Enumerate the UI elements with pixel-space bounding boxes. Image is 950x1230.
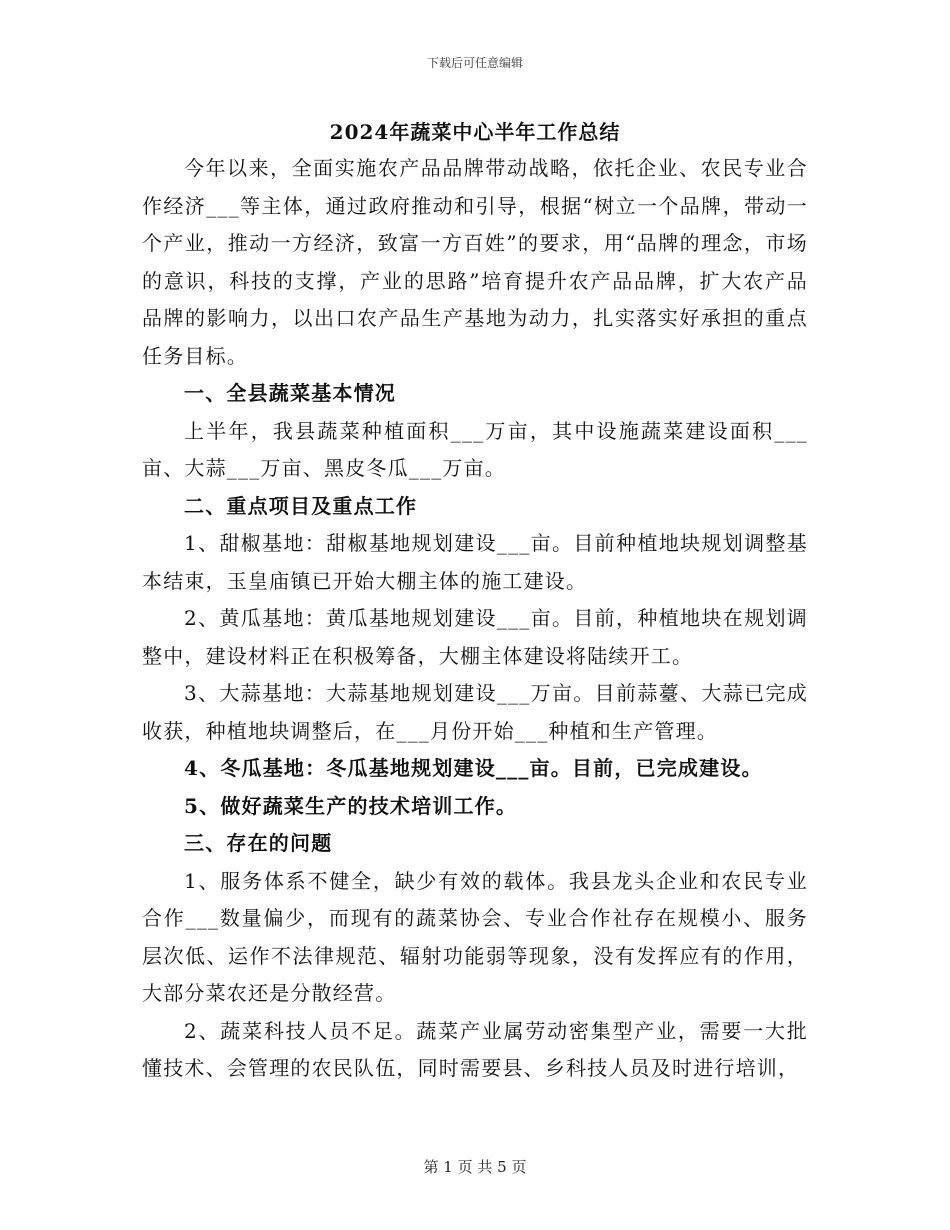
project-item-training: 5、做好蔬菜生产的技术培训工作。 — [184, 793, 518, 818]
document-title: 2024年蔬菜中心半年工作总结 — [329, 120, 621, 144]
project-item-winter-melon: 4、冬瓜基地：冬瓜基地规划建设___亩。目前，已完成建设。 — [184, 756, 763, 780]
problem-item-tech-staff: 2、蔬菜科技人员不足。蔬菜产业属劳动密集型产业，需要一大批懂技术、会管理的农民队伍，同时需要县、乡科技人员及时进行培训， — [142, 1018, 808, 1080]
project-item-cucumber: 2、黄瓜基地：黄瓜基地规划建设___亩。目前，种植地块在规划调整中，建设材料正在积极筹备，大棚主体建设将陆续开工。 — [142, 606, 808, 668]
document-body — [142, 150, 808, 1088]
section-heading-key-projects: 二、重点项目及重点工作 — [184, 493, 418, 518]
overview-paragraph: 上半年，我县蔬菜种植面积___万亩，其中设施蔬菜建设面积___亩、大蒜___万亩、黑皮冬瓜___万亩。 — [142, 418, 808, 480]
section-heading-overview: 一、全县蔬菜基本情况 — [184, 381, 396, 405]
section-heading-problems: 三、存在的问题 — [184, 831, 333, 855]
header-note: 下载后可任意编辑 — [426, 56, 523, 70]
project-item-sweet-pepper: 1、甜椒基地：甜椒基地规划建设___亩。目前种植地块规划调整基本结束，玉皇庙镇已开始大棚主体的施工建设。 — [142, 531, 808, 593]
project-item-garlic: 3、大蒜基地：大蒜基地规划建设___万亩。目前蒜薹、大蒜已完成收获，种植地块调整后，在___月份开始___种植和生产管理。 — [142, 681, 808, 743]
page-number: 第 1 页 共 5 页 — [423, 1158, 527, 1176]
problem-item-service-system: 1、服务体系不健全，缺少有效的载体。我县龙头企业和农民专业合作___数量偏少，而现有的蔬菜协会、专业合作社存在规模小、服务层次低、运作不法律规范、辐射功能弱等现象，没有发挥应有的作用，大部分菜农还是分散经营。 — [142, 868, 808, 1005]
intro-paragraph: 今年以来，全面实施农产品品牌带动战略，依托企业、农民专业合作经济___等主体，通过政府推动和引导，根据“树立一个品牌，带动一个产业，推动一方经济，致富一方百姓”的要求，用“品牌的理念，市场的意识，科技的支撑，产业的思路”培育提升农产品品牌，扩大农产品品牌的影响力，以出口农产品生产基地为动力，扎实落实好承担的重点任务目标。 — [142, 156, 808, 368]
